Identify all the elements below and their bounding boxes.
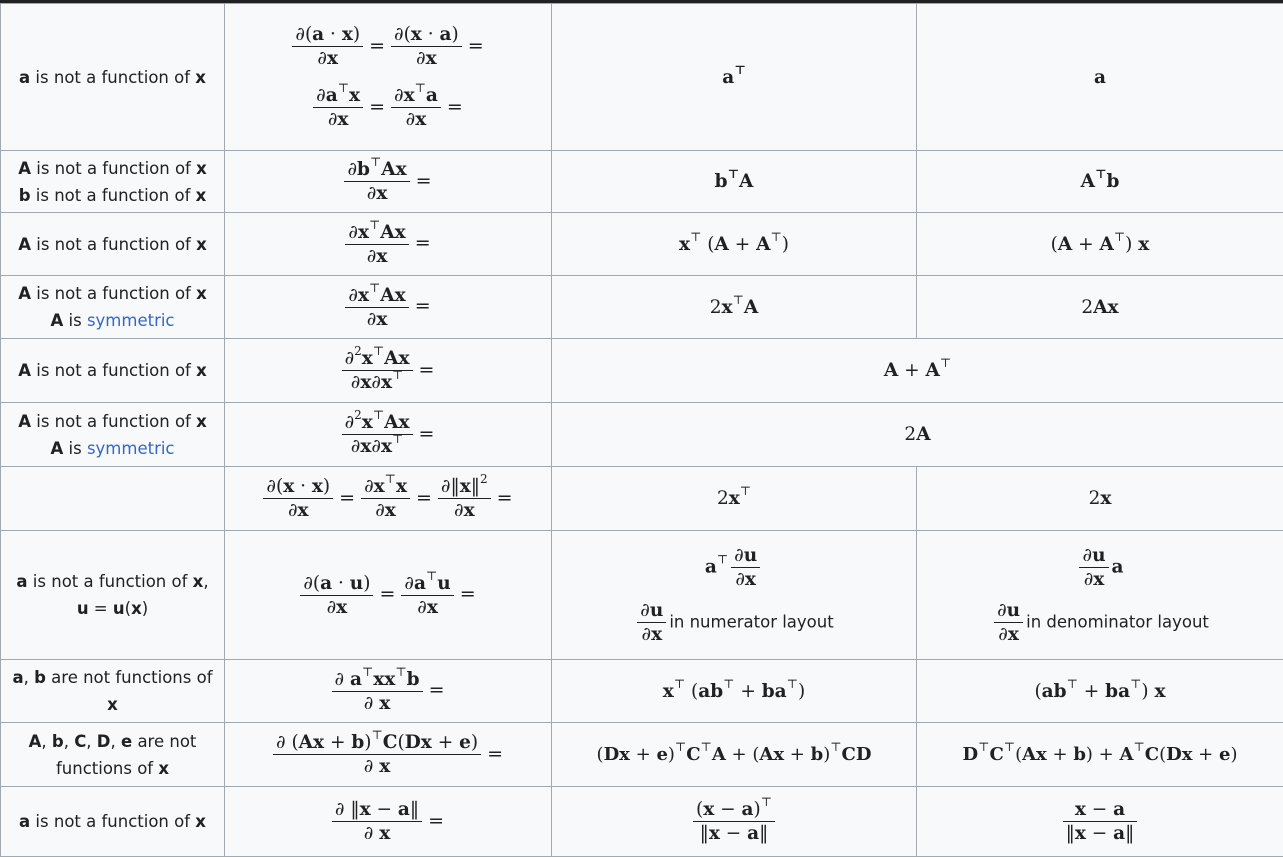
expression-cell: $\frac{\partial a^⊤xx^⊤b}{\partial x}$ =: [225, 660, 552, 723]
expression-cell: $\frac{\partial (Ax + b)^⊤C(Dx + e)}{\partial x}$ =: [225, 723, 552, 787]
numerator-layout-cell: (Dx + e)⊤C⊤A + (Ax + b)⊤CD: [552, 723, 917, 787]
expression-cell: $\frac{\partial^2x^⊤Ax}{\partial x\partial x^⊤}$ =: [225, 403, 552, 467]
condition-cell: [1, 467, 225, 531]
denominator-layout-cell: a: [917, 4, 1283, 151]
condition-cell: a is not a function of x: [1, 4, 225, 151]
both-layouts-cell: A + A⊤: [552, 339, 1283, 403]
numerator-layout-cell: x⊤ (ab⊤ + ba⊤): [552, 660, 917, 723]
condition-cell: A is not a function of x A is symmetric: [1, 403, 225, 467]
table-row: [1, 151, 1283, 213]
numerator-layout-cell: x⊤ (A + A⊤): [552, 213, 917, 276]
symmetric-link[interactable]: symmetric: [87, 311, 175, 330]
table-row: [1, 339, 1283, 403]
condition-cell: a is not a function of x, u = u(x): [1, 531, 225, 660]
condition-cell: a, b are not functions of x: [1, 660, 225, 723]
denominator-layout-cell: (A + A⊤) x: [917, 213, 1283, 276]
numerator-layout-cell: b⊤A: [552, 151, 917, 213]
table-row: [1, 531, 1283, 660]
table-row: [1, 723, 1283, 787]
symmetric-link[interactable]: symmetric: [87, 439, 175, 458]
denominator-layout-cell: 2Ax: [917, 276, 1283, 339]
denominator-layout-cell: 2x: [917, 467, 1283, 531]
numerator-layout-cell: 2x⊤: [552, 467, 917, 531]
table-row: [1, 276, 1283, 339]
numerator-layout-note: in numerator layout: [669, 613, 833, 632]
table-row: [1, 403, 1283, 467]
numerator-layout-cell: a⊤: [552, 4, 917, 151]
vector-derivative-identities-table: [0, 3, 1283, 857]
condition-cell: A is not a function of x b is not a function of x: [1, 151, 225, 213]
expression-cell: $\frac{\partial b^⊤Ax}{\partial x}$ =: [225, 151, 552, 213]
expression-cell: $\frac{\partial^2x^⊤Ax}{\partial x\partial x^⊤}$ =: [225, 339, 552, 403]
table-row: [1, 213, 1283, 276]
table-row: [1, 467, 1283, 531]
condition-cell: A, b, C, D, e are not functions of x: [1, 723, 225, 787]
numerator-layout-cell: 2x⊤A: [552, 276, 917, 339]
denominator-layout-note: in denominator layout: [1026, 613, 1209, 632]
condition-cell: A is not a function of x A is symmetric: [1, 276, 225, 339]
numerator-layout-cell: $\frac{(x - a)^⊤}{‖x - a‖}$: [552, 787, 917, 857]
denominator-layout-cell: $\frac{\partial u}{\partial x}$ a $\frac{\partial u}{\partial x}$ in denominator layout: [917, 531, 1283, 660]
expression-cell: $\frac{\partial x^⊤Ax}{\partial x}$ =: [225, 213, 552, 276]
expression-cell: $\frac{\partial(x \cdot x)}{\partial x}$ = $\frac{\partial x^⊤x}{\partial x}$ = $\frac{\partial‖x‖^2}{\partial x}$ =: [225, 467, 552, 531]
expression-cell: $\frac{\partial(a \cdot u)}{\partial x}$ = $\frac{\partial a^⊤u}{\partial x}$ =: [225, 531, 552, 660]
expression-cell: $\frac{\partial(a \cdot x)}{\partial x}$ = $\frac{\partial(x \cdot a)}{\partial x}$ = $\frac{\partial a^⊤x}{\partial x}$ = $\frac{\partial x^⊤a}{\partial x}$ =: [225, 4, 552, 151]
expression-cell: $\frac{\partial ‖x - a‖}{\partial x}$ =: [225, 787, 552, 857]
condition-cell: a is not a function of x: [1, 787, 225, 857]
table-row: [1, 660, 1283, 723]
both-layouts-cell: 2A: [552, 403, 1283, 467]
numerator-layout-cell: a⊤ $\frac{\partial u}{\partial x}$ $\frac{\partial u}{\partial x}$ in numerator layout: [552, 531, 917, 660]
denominator-layout-cell: D⊤C⊤(Ax + b) + A⊤C(Dx + e): [917, 723, 1283, 787]
denominator-layout-cell: $\frac{x - a}{‖x - a‖}$: [917, 787, 1283, 857]
condition-cell: A is not a function of x: [1, 339, 225, 403]
condition-cell: A is not a function of x: [1, 213, 225, 276]
expression-cell: $\frac{\partial x^⊤Ax}{\partial x}$ =: [225, 276, 552, 339]
table-row: [1, 787, 1283, 857]
table-row: [1, 4, 1283, 151]
denominator-layout-cell: (ab⊤ + ba⊤) x: [917, 660, 1283, 723]
denominator-layout-cell: A⊤b: [917, 151, 1283, 213]
